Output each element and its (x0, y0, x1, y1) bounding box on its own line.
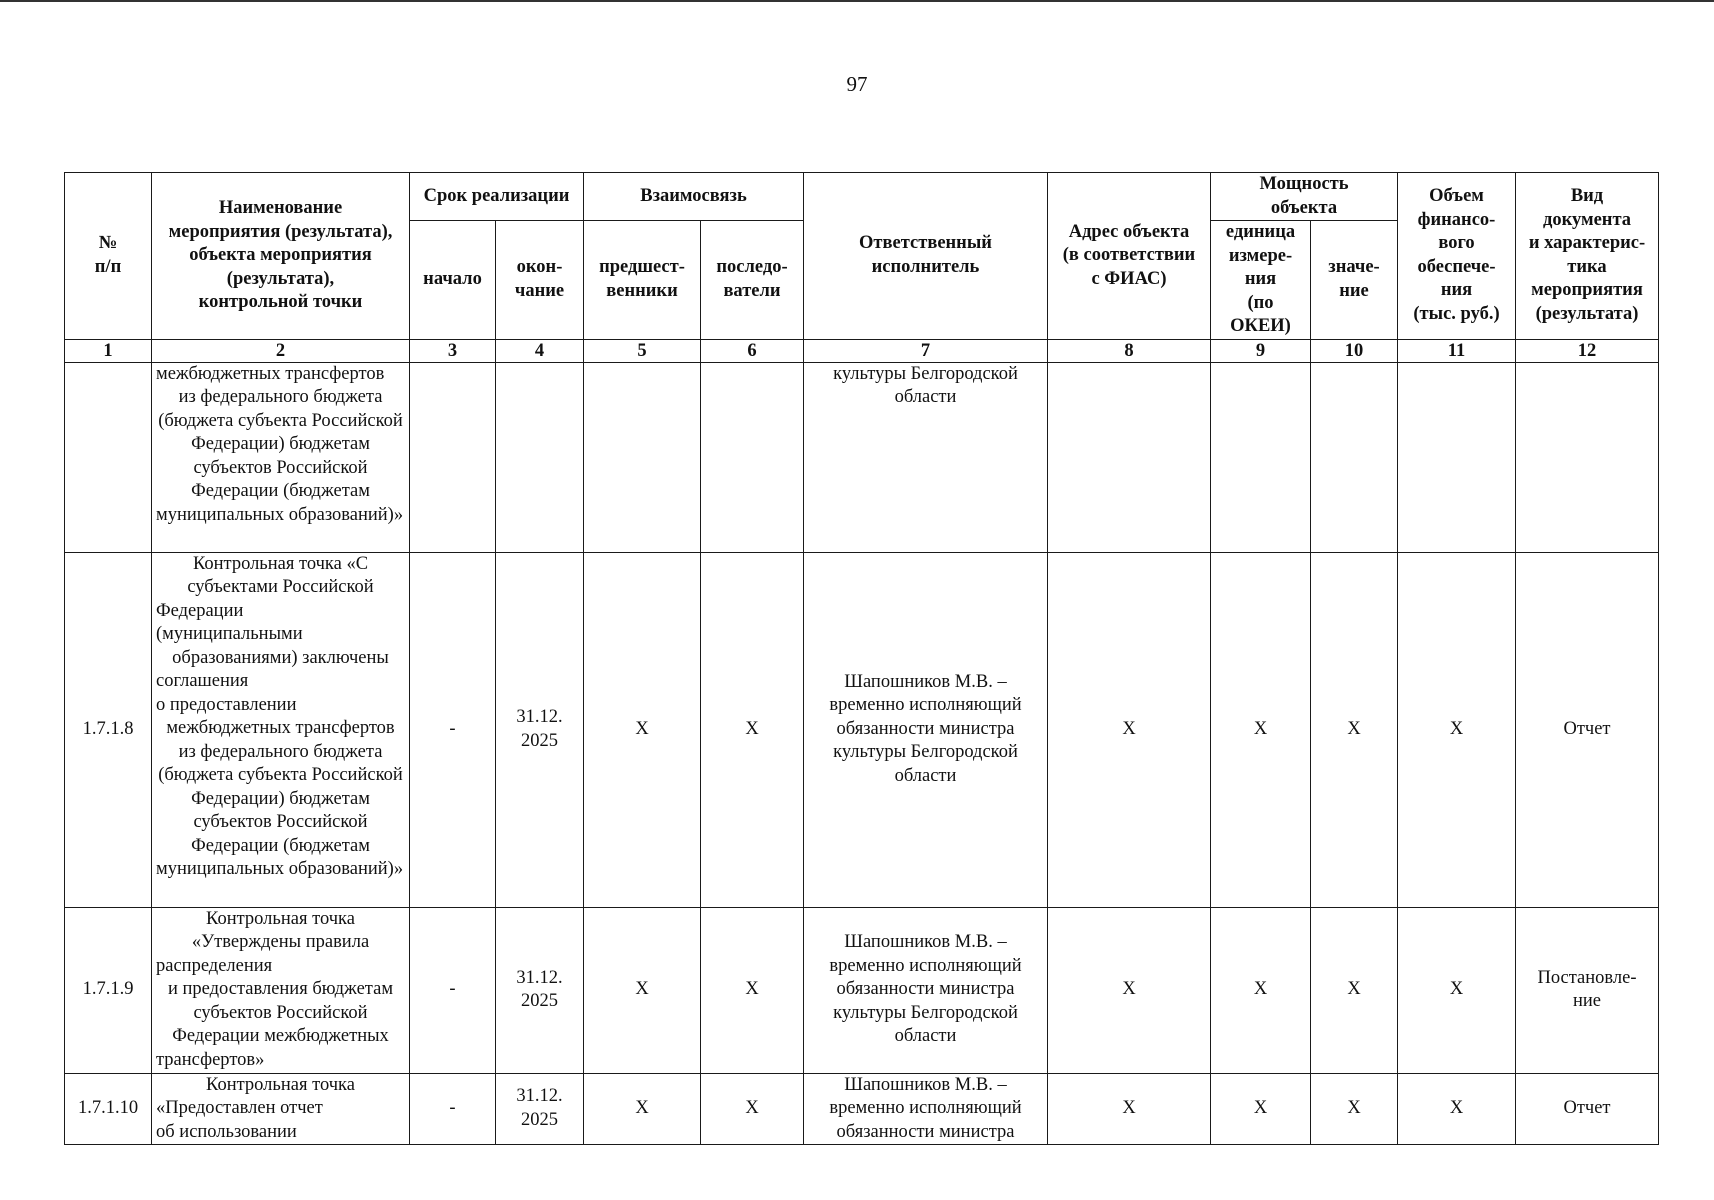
header-predecessors: предшест- венники (584, 221, 701, 340)
row-document (1516, 362, 1659, 552)
row-value (1311, 362, 1398, 552)
row-document: Отчет (1516, 552, 1659, 907)
column-number: 6 (701, 339, 804, 362)
row-value: Х (1311, 907, 1398, 1073)
plan-table (64, 172, 1659, 1145)
header-value: значе- ние (1311, 221, 1398, 340)
header-term-group: Срок реализации (410, 173, 584, 221)
row-address (1048, 362, 1211, 552)
row-number: 1.7.1.10 (65, 1073, 152, 1145)
row-document: Отчет (1516, 1073, 1659, 1145)
header-name: Наименование мероприятия (результата), объекта мероприятия (результата), контрольной точки (152, 173, 410, 340)
row-number: 1.7.1.8 (65, 552, 152, 907)
header-finance: Объем финансо- вого обеспече- ния (тыс. руб.) (1398, 173, 1516, 340)
row-name: межбюджетных трансфертов из федерального бюджета (бюджета субъекта Российской Федерации) бюджетам субъектов Российской Федерации (бюджетам муниципальных образований)» (152, 362, 410, 552)
row-predecessors (584, 362, 701, 552)
table-row (65, 362, 1659, 552)
row-unit: Х (1211, 907, 1311, 1073)
row-end: 31.12. 2025 (496, 1073, 584, 1145)
table-row (65, 1073, 1659, 1145)
row-finance: Х (1398, 1073, 1516, 1145)
header-capacity-group: Мощность объекта (1211, 173, 1398, 221)
row-unit (1211, 362, 1311, 552)
row-value: Х (1311, 1073, 1398, 1145)
row-successors: Х (701, 1073, 804, 1145)
row-number (65, 362, 152, 552)
table-row (65, 907, 1659, 1073)
header-document: Вид документа и характерис- тика мероприятия (результата) (1516, 173, 1659, 340)
column-number: 9 (1211, 339, 1311, 362)
row-unit: Х (1211, 1073, 1311, 1145)
row-unit: Х (1211, 552, 1311, 907)
row-start: - (410, 907, 496, 1073)
column-number: 2 (152, 339, 410, 362)
row-start: - (410, 1073, 496, 1145)
row-predecessors: Х (584, 907, 701, 1073)
row-predecessors: Х (584, 1073, 701, 1145)
column-number: 12 (1516, 339, 1659, 362)
row-successors: Х (701, 907, 804, 1073)
header-successors: последо- ватели (701, 221, 804, 340)
row-name: Контрольная точка «С субъектами Российской Федерации (муниципальными образованиями) заключены соглашения о предоставлении межбюджетных трансфертов из федерального бюджета (бюджета субъекта Российской Федерации) бюджетам субъектов Российской Федерации (бюджетам муниципальных образований)» (152, 552, 410, 907)
row-end (496, 362, 584, 552)
row-value: Х (1311, 552, 1398, 907)
row-start (410, 362, 496, 552)
row-finance: Х (1398, 907, 1516, 1073)
header-row-1 (65, 173, 1659, 221)
column-number: 8 (1048, 339, 1211, 362)
row-address: Х (1048, 907, 1211, 1073)
table-row (65, 552, 1659, 907)
row-end: 31.12. 2025 (496, 907, 584, 1073)
page-number: 97 (846, 72, 868, 96)
header-unit: единица измере- ния (по ОКЕИ) (1211, 221, 1311, 340)
row-end: 31.12. 2025 (496, 552, 584, 907)
row-start: - (410, 552, 496, 907)
row-name: Контрольная точка «Утверждены правила распределения и предоставления бюджетам субъектов Российской Федерации межбюджетных трансфертов» (152, 907, 410, 1073)
row-document: Постановле- ние (1516, 907, 1659, 1073)
row-responsible: Шапошников М.В. – временно исполняющий обязанности министра культуры Белгородской области (804, 907, 1048, 1073)
row-address: Х (1048, 1073, 1211, 1145)
column-number: 1 (65, 339, 152, 362)
row-responsible: Шапошников М.В. – временно исполняющий обязанности министра культуры Белгородской области (804, 552, 1048, 907)
row-predecessors: Х (584, 552, 701, 907)
scan-edge (0, 0, 1714, 2)
column-number: 5 (584, 339, 701, 362)
column-number: 10 (1311, 339, 1398, 362)
row-successors (701, 362, 804, 552)
column-number: 7 (804, 339, 1048, 362)
row-name: Контрольная точка «Предоставлен отчет об использовании (152, 1073, 410, 1145)
row-responsible: культуры Белгородской области (804, 362, 1048, 552)
row-number: 1.7.1.9 (65, 907, 152, 1073)
row-responsible: Шапошников М.В. – временно исполняющий обязанности министра (804, 1073, 1048, 1145)
column-number: 3 (410, 339, 496, 362)
row-address: Х (1048, 552, 1211, 907)
header-responsible: Ответственный исполнитель (804, 173, 1048, 340)
header-num: № п/п (65, 173, 152, 340)
header-link-group: Взаимосвязь (584, 173, 804, 221)
row-finance (1398, 362, 1516, 552)
column-number: 4 (496, 339, 584, 362)
column-number-row (65, 339, 1659, 362)
header-address: Адрес объекта (в соответствии с ФИАС) (1048, 173, 1211, 340)
column-number: 11 (1398, 339, 1516, 362)
header-start: начало (410, 221, 496, 340)
header-end: окон- чание (496, 221, 584, 340)
row-successors: Х (701, 552, 804, 907)
row-finance: Х (1398, 552, 1516, 907)
